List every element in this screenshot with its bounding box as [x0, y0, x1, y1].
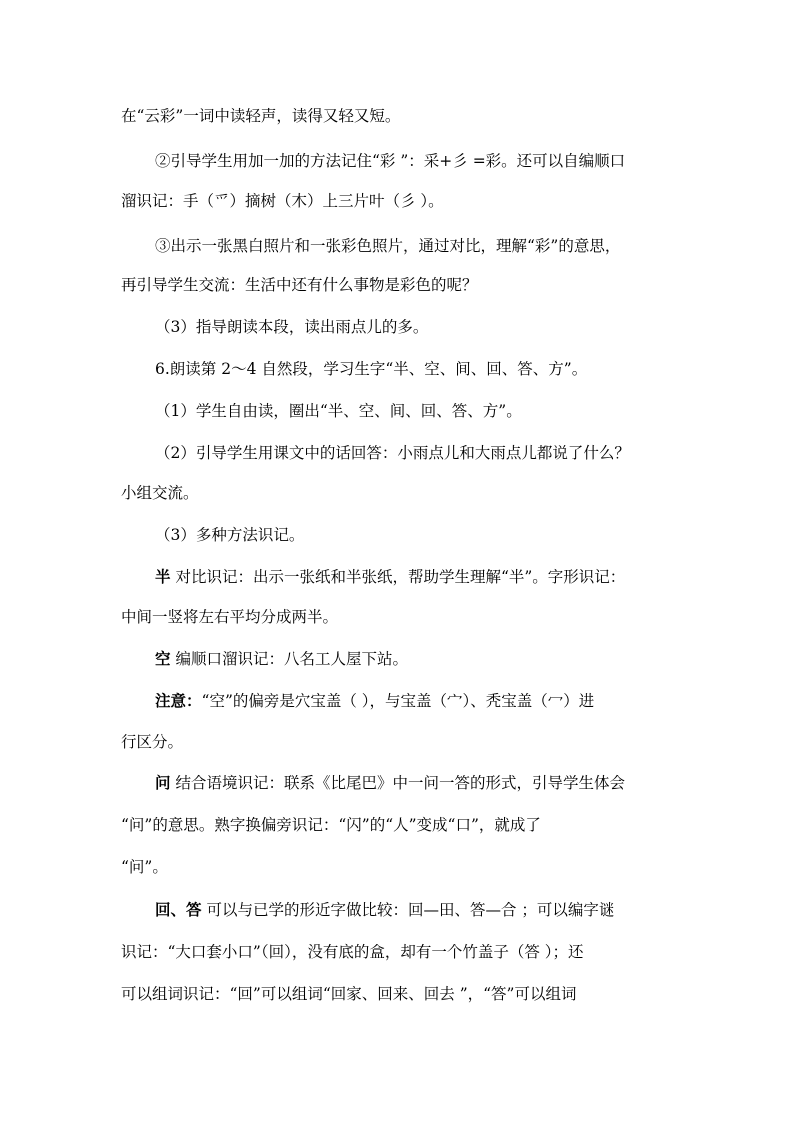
text-line: 行区分。 — [121, 733, 184, 751]
text-line: “问”的意思。熟字换偏旁识记：“闪”的“人”变成“口”，就成了 — [121, 816, 541, 834]
line-text: 对比识记：出示一张纸和半张纸，帮助学生理解“半”。字形识记： — [170, 568, 626, 586]
line-text: 结合语境识记：联系《比尾巴》中一问一答的形式，引导学生体会 — [170, 774, 625, 792]
text-line: 中间一竖将左右平均分成两半。 — [121, 608, 339, 626]
keyword-label: 问 — [155, 774, 171, 792]
text-line: （2）引导学生用课文中的话回答：小雨点儿和大雨点儿都说了什么？ — [155, 444, 630, 462]
line-text: “空”的偏旁是穴宝盖（ ），与宝盖（宀）、秃宝盖（冖）进 — [201, 692, 595, 710]
keyword-label: 空 — [155, 650, 171, 668]
keyword-label: 半 — [155, 568, 171, 586]
keyword-label: 回、答 — [155, 901, 202, 919]
text-line — [155, 770, 794, 796]
text-line: 在“云彩”一词中读轻声，读得又轻又短。 — [121, 107, 401, 125]
text-line: 6.朗读第 2～4 自然段，学习生字“半、空、间、回、答、方”。 — [155, 360, 588, 378]
keyword-label: 注意： — [155, 692, 202, 710]
text-line: ②引导学生用加一加的方法记住“彩 ”：采+彡 =彩。还可以自编顺口 — [155, 152, 626, 170]
line-text: 编顺口溜识记：八名工人屋下站。 — [170, 650, 408, 668]
text-line: 溜识记：手（爫）摘树（木）上三片叶（彡 ）。 — [121, 192, 444, 210]
text-line: （3）多种方法识记。 — [155, 526, 305, 544]
line-text: 可以与已学的形近字做比较：回—田、答—合 ；可以编字谜 — [201, 901, 615, 919]
text-line — [155, 688, 794, 714]
text-line: “问”。 — [121, 858, 168, 876]
text-line: 可以组词识记：“回”可以组词“回家、回来、回去 ”，“答”可以组词 — [121, 985, 577, 1003]
text-line: 再引导学生交流：生活中还有什么事物是彩色的呢？ — [121, 276, 478, 294]
text-line: 小组交流。 — [121, 484, 199, 502]
text-line — [155, 564, 794, 590]
text-line — [155, 897, 794, 923]
text-line: （3）指导朗读本段，读出雨点儿的多。 — [155, 318, 429, 336]
text-line: 识记：“大口套小口”（回），没有底的盒，却有一个竹盖子（答 ）；还 — [121, 943, 584, 961]
text-line: （1）学生自由读，圈出“半、空、间、回、答、方”。 — [155, 402, 522, 420]
text-line: ③出示一张黑白照片和一张彩色照片，通过对比，理解“彩”的意思， — [155, 237, 621, 255]
text-line — [155, 646, 794, 672]
